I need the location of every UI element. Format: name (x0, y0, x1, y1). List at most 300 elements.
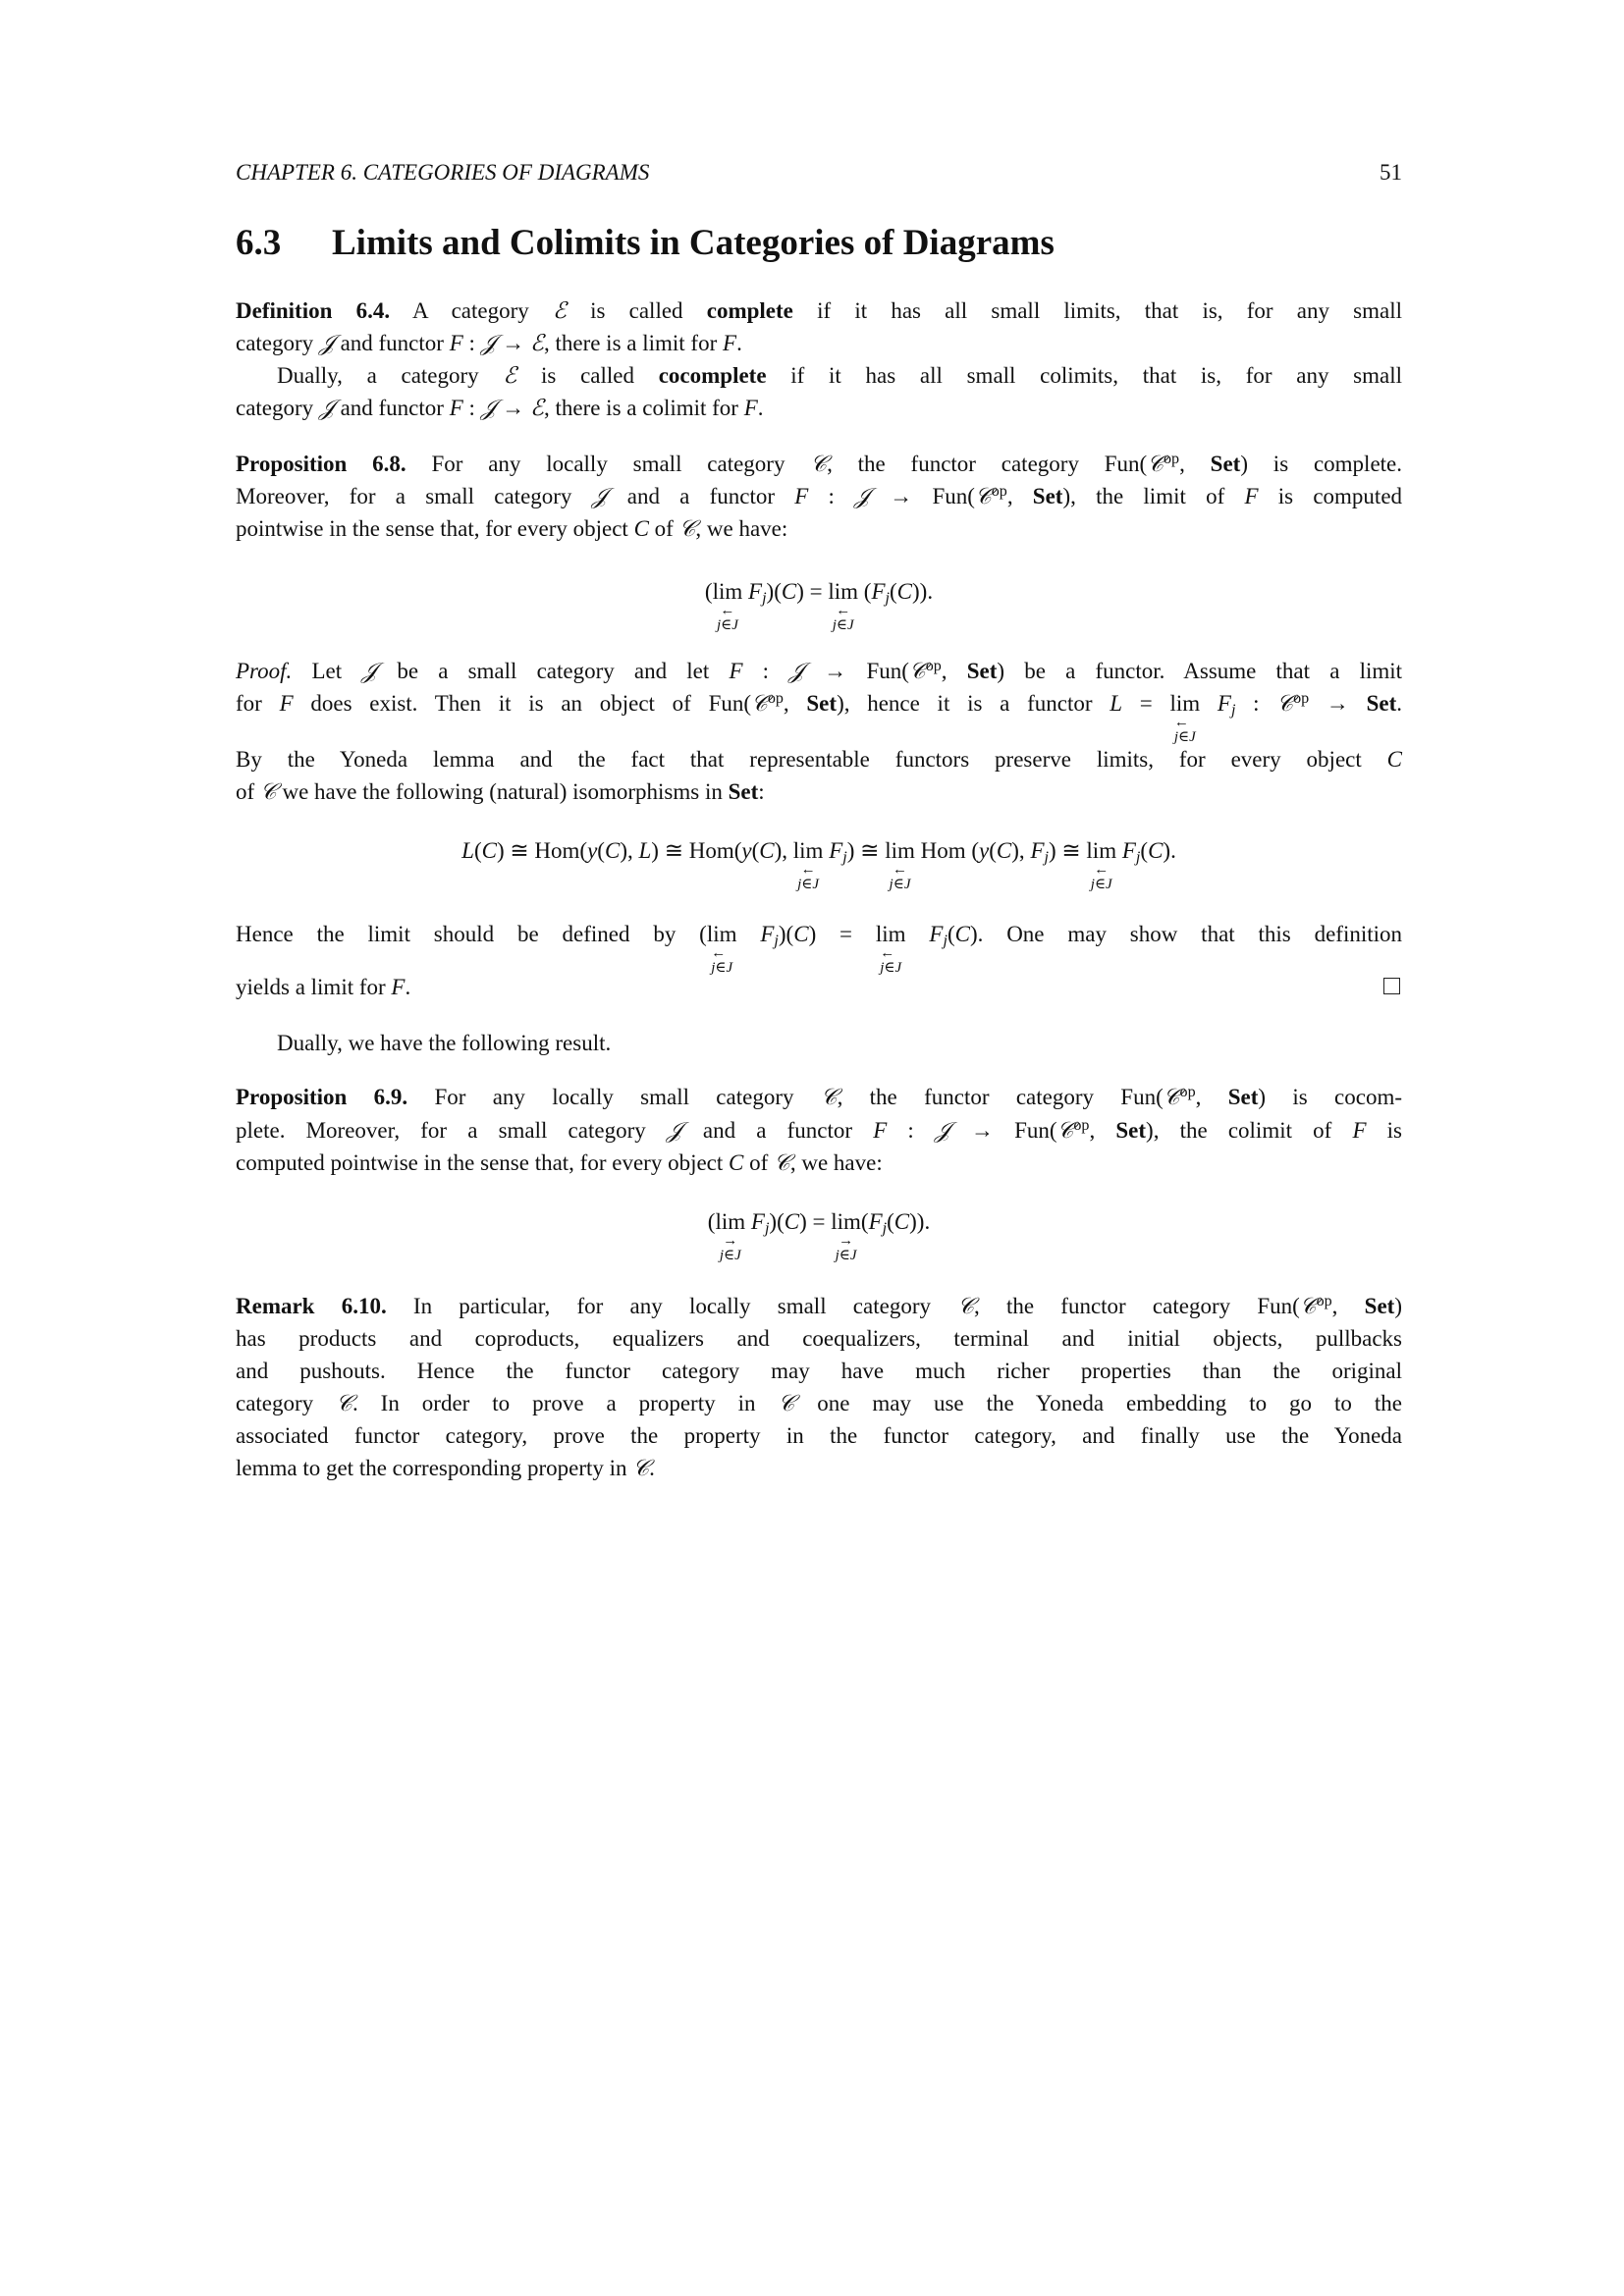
text-run: : (887, 1118, 935, 1143)
text-run: ). One may show that this definition (969, 922, 1403, 946)
remark-line (236, 1424, 1402, 1447)
text-run: of (648, 516, 679, 541)
math-symbol: y (587, 838, 598, 863)
text-run: ) ≅ (846, 838, 886, 863)
math-symbol: 𝒥 (591, 484, 608, 508)
arrow-left-icon: ← (800, 862, 816, 878)
proposition-line (236, 1151, 1402, 1174)
lim-underscript (1174, 716, 1196, 745)
text-run: , we have: (695, 516, 788, 541)
math-symbol: C (729, 1150, 744, 1175)
text-run: ) is cocom- (1258, 1085, 1402, 1109)
superscript: op (1316, 1292, 1332, 1309)
math-symbol: y (741, 838, 752, 863)
proposition-line (236, 450, 1402, 476)
text-run: category (236, 396, 319, 420)
arrow-left-icon: ← (1094, 862, 1110, 878)
math-symbol: C (481, 838, 497, 863)
text-run: ( (707, 1209, 716, 1234)
bold-term: Set (1227, 1085, 1259, 1109)
text-run: ( (947, 922, 955, 946)
lim-underscript (797, 863, 819, 892)
proof-line (236, 689, 1403, 745)
lim-text: lim (885, 838, 915, 863)
math-symbol: 𝒥 (361, 659, 378, 683)
math-symbol: L (461, 838, 474, 863)
math-symbol: F (748, 579, 763, 604)
text-run: . In order to prove a property in (352, 1391, 779, 1415)
text-run: ) ≅ Hom( (496, 838, 588, 863)
text-run: , (783, 691, 807, 716)
bold-term: Remark 6.10. (236, 1294, 387, 1318)
subscript: j (943, 933, 947, 950)
math-symbol: F (449, 331, 463, 355)
bold-term: Set (1115, 1118, 1147, 1143)
lim-underscript (880, 946, 901, 976)
math-symbol: F (449, 396, 463, 420)
text-run: ) = (796, 579, 829, 604)
text-run: ( (751, 838, 760, 863)
text-run: ) ≅ (1048, 838, 1087, 863)
text-run: ( (858, 579, 872, 604)
running-title: CHAPTER 6. CATEGORIES OF DIAGRAMS (236, 160, 650, 185)
text-run: of (236, 779, 260, 804)
paragraph-line (236, 1032, 1402, 1054)
superscript: op (1293, 689, 1310, 707)
proof-line (236, 748, 1402, 771)
text-run: , (1179, 452, 1211, 476)
arrow-left-icon: ← (1173, 715, 1189, 730)
bold-term: complete (706, 298, 793, 323)
math-symbol: 𝒥 (854, 484, 871, 508)
superscript: op (1164, 450, 1180, 467)
math-symbol: y (979, 838, 990, 863)
text-run: and functor (334, 396, 450, 420)
text-run: , the functor category Fun( (827, 452, 1148, 476)
remark-line (236, 1360, 1402, 1382)
text-run: = (1122, 691, 1170, 716)
text-run: category (236, 1391, 337, 1415)
text-run: Let (292, 659, 362, 683)
proof-line (236, 976, 1402, 998)
lim-index: j∈J (880, 960, 902, 976)
math-symbol: 𝒞 (974, 484, 992, 508)
text-run: associated functor category, prove the property in the functor category, and finally use the Yoneda (236, 1423, 1402, 1448)
arrow-left-icon: ← (880, 945, 895, 961)
text-run: category (236, 331, 319, 355)
math-symbol: 𝒥 (666, 1118, 682, 1143)
text-run: Moreover, for a small category (236, 484, 592, 508)
text-run: is called (566, 298, 707, 323)
definition-line (236, 364, 1402, 387)
emphasis: Proof. (236, 659, 293, 683)
text-run: ) is complete. (1240, 452, 1402, 476)
math-symbol: 𝒥 (480, 331, 497, 355)
math-symbol: C (954, 922, 970, 946)
math-symbol: 𝒞 (810, 452, 828, 476)
text-run: , the functor category Fun( (974, 1294, 1300, 1318)
text-run: and functor (334, 331, 450, 355)
text-run: )). (912, 579, 934, 604)
section-number: 6.3 (236, 223, 282, 263)
math-symbol: 𝒥 (788, 659, 805, 683)
text-run (906, 922, 930, 946)
superscript: op (1179, 1083, 1196, 1100)
lim-underscript (890, 863, 911, 892)
proposition-line (236, 482, 1403, 508)
text-run: ( (473, 838, 482, 863)
math-symbol: 𝒞 (259, 779, 277, 804)
text-run: → Fun( (804, 659, 909, 683)
arrow-right-icon: → (839, 1233, 854, 1249)
display-equation (236, 838, 1402, 892)
superscript: op (991, 482, 1007, 500)
math-symbol: 𝒥 (318, 331, 335, 355)
math-symbol: ℰ (552, 298, 567, 323)
math-symbol: F (829, 838, 843, 863)
text-run: For any locally small category (406, 452, 811, 476)
math-symbol: C (1148, 838, 1164, 863)
text-run: . (405, 975, 411, 999)
text-run: : (808, 484, 855, 508)
math-symbol: L (638, 838, 652, 863)
text-run: ), (620, 838, 639, 863)
text-run: . (649, 1456, 655, 1480)
math-symbol: 𝒞 (678, 516, 696, 541)
math-symbol: C (996, 838, 1012, 863)
lim-index: j∈J (711, 960, 733, 976)
math-symbol: C (604, 838, 621, 863)
lim-underscript (711, 946, 732, 976)
text-run: is called (516, 363, 659, 388)
text-run: ) be a functor. Assume that a limit (997, 659, 1403, 683)
subscript: j (764, 1220, 770, 1238)
text-run: → (496, 396, 531, 420)
remark-line (236, 1327, 1402, 1350)
text-run: ( (989, 838, 997, 863)
limit-operator (831, 1209, 861, 1263)
text-run: : (742, 659, 789, 683)
lim-text: lim (875, 922, 906, 946)
math-symbol: C (793, 922, 809, 946)
section-title: Limits and Colimits in Categories of Diagrams (332, 223, 1055, 263)
subscript: j (1135, 849, 1141, 867)
math-symbol: F (1244, 484, 1259, 508)
math-symbol: ℰ (530, 331, 544, 355)
text-run: . (736, 331, 742, 355)
lim-text: lim (715, 1209, 746, 1234)
text-run: if it has all small limits, that is, for any small (792, 298, 1403, 323)
bold-term: Proposition 6.8. (236, 452, 406, 476)
math-symbol: C (633, 516, 649, 541)
section-heading (236, 225, 1402, 261)
math-symbol: F (1121, 838, 1136, 863)
text-run: , (941, 659, 967, 683)
math-symbol: C (784, 1209, 800, 1234)
math-symbol: C (759, 838, 775, 863)
math-symbol: F (279, 691, 294, 716)
subscript: j (1230, 702, 1236, 720)
text-run: : (758, 779, 765, 804)
text-run: ) (1394, 1294, 1402, 1318)
text-run: )( (766, 579, 782, 604)
text-run: )). (909, 1209, 931, 1234)
math-symbol: ℰ (530, 396, 544, 420)
text-run: ( (887, 1209, 894, 1234)
subscript: j (1044, 849, 1049, 867)
arrow-left-icon: ← (893, 862, 908, 878)
math-symbol: C (893, 1209, 910, 1234)
text-run: , (1195, 1085, 1228, 1109)
subscript: j (774, 933, 779, 950)
text-run: → Fun( (949, 1118, 1057, 1143)
lim-text: lim (706, 922, 737, 946)
text-run: yields a limit for (236, 975, 392, 999)
math-symbol: 𝒞 (778, 1391, 795, 1415)
limit-operator (712, 579, 743, 633)
text-run: Dually, a category (277, 363, 504, 388)
text-run: be a small category and let (377, 659, 730, 683)
text-run: we have the following (natural) isomorphisms in (276, 779, 729, 804)
text-run: : (462, 331, 481, 355)
text-run: ), (774, 838, 793, 863)
text-run: ), hence it is a functor (837, 691, 1110, 716)
proof-line (236, 780, 1402, 803)
math-symbol: 𝒞 (1276, 691, 1294, 716)
text-run: , (1331, 1294, 1365, 1318)
math-symbol: F (750, 1209, 765, 1234)
lim-text: lim (831, 1209, 861, 1234)
math-symbol: F (794, 484, 809, 508)
math-symbol: 𝒞 (632, 1456, 650, 1480)
limit-operator (1086, 838, 1117, 892)
bold-term: Set (1210, 452, 1241, 476)
proof-line (236, 922, 1403, 976)
qed-box-icon (1383, 978, 1400, 994)
lim-index: j∈J (835, 1248, 857, 1263)
text-run: → (496, 331, 531, 355)
math-symbol: F (760, 922, 775, 946)
math-symbol: F (873, 1118, 888, 1143)
lim-underscript (836, 1234, 857, 1263)
lim-underscript (720, 1234, 741, 1263)
lim-underscript (833, 604, 854, 633)
lim-index: j∈J (1090, 877, 1112, 892)
text-run: ), the limit of (1062, 484, 1245, 508)
math-symbol: 𝒞 (1147, 452, 1164, 476)
text-run: ) = (808, 922, 876, 946)
bold-term: Set (1366, 691, 1397, 716)
text-run: computed pointwise in the sense that, for every object (236, 1150, 730, 1175)
bold-term: Set (1032, 484, 1063, 508)
arrow-left-icon: ← (836, 603, 851, 618)
text-run: ), the colimit of (1146, 1118, 1353, 1143)
limit-operator (875, 922, 906, 976)
subscript: j (882, 1220, 888, 1238)
text-run: ( (704, 579, 713, 604)
lim-index: j∈J (716, 617, 738, 633)
math-symbol: C (1386, 747, 1402, 772)
proof-last-line (236, 975, 410, 999)
lim-index: j∈J (797, 877, 820, 892)
arrow-right-icon: → (723, 1233, 738, 1249)
bold-term: Definition 6.4. (236, 298, 391, 323)
text-run: ), (1011, 838, 1031, 863)
subscript: j (842, 849, 847, 867)
text-run: , (1089, 1118, 1116, 1143)
limit-operator (706, 922, 737, 976)
math-symbol: 𝒞 (1299, 1294, 1317, 1318)
text-run: . (1396, 691, 1403, 716)
proposition-line (236, 517, 1402, 540)
text-run: , we have: (789, 1150, 883, 1175)
proof-line (236, 657, 1403, 683)
math-symbol: F (729, 659, 743, 683)
math-symbol: F (929, 922, 944, 946)
text-run: of (743, 1150, 775, 1175)
math-symbol: 𝒥 (480, 396, 497, 420)
text-run: ) = (799, 1209, 832, 1234)
text-run: A category (390, 298, 553, 323)
math-symbol: F (1352, 1118, 1367, 1143)
definition-line (236, 332, 1402, 354)
math-symbol: 𝒞 (336, 1391, 352, 1415)
remark-line (236, 1457, 1402, 1479)
bold-term: cocomplete (658, 363, 767, 388)
text-run: )( (778, 922, 794, 946)
math-symbol: C (781, 579, 797, 604)
bold-term: Set (1364, 1294, 1395, 1318)
running-header (236, 161, 1402, 184)
text-run: pointwise in the sense that, for every object (236, 516, 634, 541)
text-run: and pushouts. Hence the functor category may have much richer properties than the original (236, 1359, 1402, 1383)
definition-line (236, 397, 1402, 419)
bold-term: Set (728, 779, 759, 804)
lim-text: lim (1169, 691, 1201, 716)
superscript: op (925, 657, 942, 674)
math-symbol: C (896, 579, 913, 604)
superscript: op (1073, 1116, 1090, 1134)
math-symbol: F (1217, 691, 1231, 716)
remark-line (236, 1392, 1402, 1415)
text-run: if it has all small colimits, that is, for any small (766, 363, 1403, 388)
lim-index: j∈J (719, 1248, 741, 1263)
limit-operator (885, 838, 915, 892)
arrow-left-icon: ← (720, 603, 735, 618)
text-run: For any locally small category (407, 1085, 821, 1109)
math-symbol: F (723, 331, 737, 355)
text-run: , (1006, 484, 1033, 508)
text-run: → Fun( (870, 484, 975, 508)
math-symbol: 𝒞 (1056, 1118, 1074, 1143)
math-symbol: F (743, 396, 758, 420)
lim-underscript (1091, 863, 1112, 892)
text-run: , there is a limit for (543, 331, 724, 355)
page-number: 51 (1380, 160, 1402, 185)
text-run: lemma to get the corresponding property in (236, 1456, 633, 1480)
text-run: Hom ( (914, 838, 980, 863)
lim-underscript (717, 604, 738, 633)
text-run: ( (1140, 838, 1149, 863)
math-symbol: F (868, 1209, 883, 1234)
bold-term: Proposition 6.9. (236, 1085, 408, 1109)
limit-operator (1169, 691, 1201, 745)
math-symbol: ℰ (503, 363, 517, 388)
lim-text: lim (712, 579, 743, 604)
text-run: . (757, 396, 764, 420)
subscript: j (762, 590, 767, 608)
text-run: In particular, for any locally small category (386, 1294, 958, 1318)
math-symbol: 𝒥 (318, 396, 335, 420)
limit-operator (715, 1209, 746, 1263)
math-symbol: F (1030, 838, 1045, 863)
lim-text: lim (828, 579, 859, 604)
math-symbol: 𝒞 (1163, 1085, 1180, 1109)
text-run: )( (769, 1209, 785, 1234)
limit-operator (792, 838, 824, 892)
math-symbol: F (871, 579, 886, 604)
text-run: → (1309, 691, 1367, 716)
text-run: does exist. Then it is an object of Fun( (293, 691, 752, 716)
text-run: : (1235, 691, 1277, 716)
text-run: Dually, we have the following result. (277, 1031, 612, 1055)
display-equation (236, 579, 1402, 633)
text-run: ( (597, 838, 605, 863)
text-run: By the Yoneda lemma and the fact that representable functors preserve limits, for every object (236, 747, 1387, 772)
lim-text: lim (1086, 838, 1117, 863)
bold-term: Set (806, 691, 838, 716)
subscript: j (885, 590, 890, 608)
math-symbol: 𝒞 (908, 659, 926, 683)
text-run: ( (860, 1209, 869, 1234)
math-symbol: 𝒥 (934, 1118, 950, 1143)
definition-line (236, 299, 1402, 322)
superscript: op (767, 689, 784, 707)
bold-term: Set (966, 659, 998, 683)
math-symbol: 𝒞 (957, 1294, 974, 1318)
text-run: , the functor category Fun( (837, 1085, 1164, 1109)
text-run: and a functor (681, 1118, 874, 1143)
lim-index: j∈J (1173, 729, 1196, 745)
math-symbol: 𝒞 (820, 1085, 838, 1109)
math-symbol: L (1110, 691, 1123, 716)
text-run: ) ≅ Hom( (651, 838, 742, 863)
display-equation (236, 1209, 1402, 1263)
arrow-left-icon: ← (711, 945, 727, 961)
lim-text: lim (792, 838, 824, 863)
math-symbol: 𝒞 (751, 691, 768, 716)
text-run: is (1366, 1118, 1403, 1143)
text-run: is computed (1258, 484, 1403, 508)
text-run (1200, 691, 1218, 716)
math-symbol: 𝒞 (774, 1150, 790, 1175)
text-run: Hence the limit should be defined by ( (236, 922, 707, 946)
text-run: , there is a colimit for (543, 396, 744, 420)
text-run: plete. Moreover, for a small category (236, 1118, 667, 1143)
math-symbol: F (391, 975, 406, 999)
text-run: one may use the Yoneda embedding to go to the (794, 1391, 1402, 1415)
text-run: ( (890, 579, 897, 604)
lim-index: j∈J (889, 877, 911, 892)
text-run: for (236, 691, 280, 716)
text-run: has products and coproducts, equalizers and coequalizers, terminal and initial objects, pullbacks (236, 1326, 1402, 1351)
proposition-line (236, 1116, 1403, 1143)
text-run (737, 922, 761, 946)
proposition-line (236, 1083, 1402, 1109)
limit-operator (828, 579, 859, 633)
text-run: : (462, 396, 481, 420)
text-run: ). (1163, 838, 1176, 863)
